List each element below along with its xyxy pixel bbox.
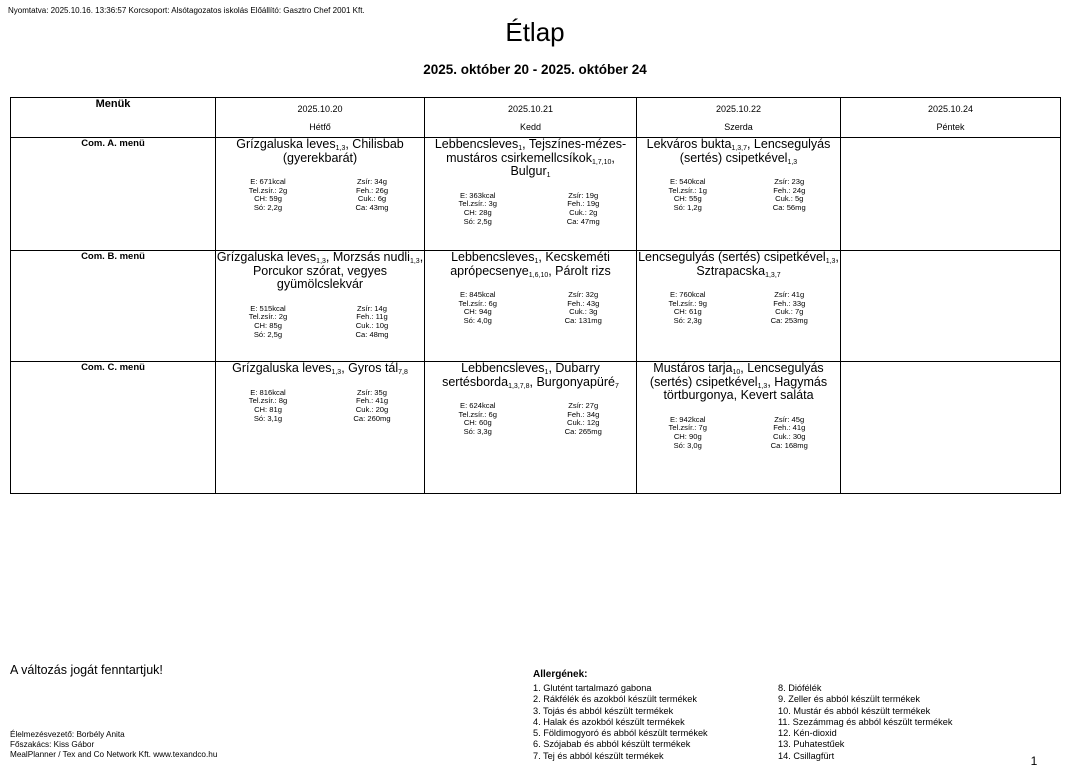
nutrition-line: CH: 81g [254,404,282,414]
allergen-numbers: 1,6,10 [528,271,549,279]
allergen-numbers: 10 [732,369,741,376]
menu-cell [216,251,425,362]
nutrition-line: E: 515kcal [250,303,286,313]
column-date: 2025.10.20 [297,104,343,114]
menu-cell [841,138,1061,251]
nutrition-line: E: 540kcal [670,177,706,186]
column-date: 2025.10.24 [927,104,974,114]
nutrition-line: Tel.zsír.: 7g [668,423,707,433]
allergen-numbers: 1,3 [335,145,346,152]
dish-title: Mustáros tarja$_{10}$, Lencsegulyás (sertés) csipetkével$_{1,3}$, Hagymás törtburgonya, Kevert saláta [649,361,828,402]
allergen-item: 5. Földimogyoró és abból készült termékek [533,728,708,739]
nutrition-line: Tel.zsír.: 3g [458,199,497,209]
menu-cell [841,362,1061,494]
nutrition-line: Feh.: 26g [355,185,389,195]
weekly-menu-table [10,97,1061,494]
allergen-numbers: 1,3 [409,258,420,265]
nutrition-line: Feh.: 34g [567,409,600,419]
nutrition-block [216,389,424,424]
menu-cell [216,362,425,494]
allergen-numbers: 1,3 [825,258,836,265]
allergens-section [533,669,952,762]
menu-cell [637,251,841,362]
nutrition-line: Tel.zsír.: 6g [458,298,497,308]
dish-title: Grízgaluska leves$_{1,3}$, Chilisbab (gyerekbarát) [236,137,404,165]
nutrition-line: Zsír: 35g [357,387,387,397]
menu-cell [425,362,637,494]
column-date: 2025.10.21 [507,104,554,114]
allergen-item: 3. Tojás és abból készült termékek [533,705,674,716]
menu-cell [841,251,1061,362]
nutrition-block [637,291,840,326]
allergen-item: 8. Diófélék [778,683,822,693]
nutrition-line: Só: 3,1g [253,413,283,423]
nutrition-line: Cuk.: 7g [775,307,804,317]
nutrition-line: Só: 2,2g [253,203,283,213]
nutrition-line: CH: 28g [463,207,492,217]
nutrition-line: Zsír: 27g [568,401,599,410]
menu-cell [425,138,637,251]
nutrition-line: E: 816kcal [250,387,286,397]
nutrition-line: E: 845kcal [460,290,496,299]
nutrition-line: Só: 2,3g [673,316,702,326]
nutrition-line: Ca: 56mg [772,203,806,213]
nutrition-block [425,192,636,227]
menu-row-label: Com. C. menü [11,362,216,494]
allergen-numbers: 1,3,7 [765,271,781,279]
dish-title: Lekváros bukta$_{1,3,7}$, Lencsegulyás (sertés) csipetkével$_{1,3}$ [646,137,831,166]
nutrition-line: Ca: 253mg [770,316,808,326]
dish-title: Lencsegulyás (sertés) csipetkével$_{1,3}$, Sztrapacska$_{1,3,7}$ [638,250,839,279]
nutrition-line: Cuk.: 10g [355,320,389,330]
allergen-item: 1. Glutént tartalmazó gabona [533,683,652,693]
nutrition-line: Tel.zsír.: 1g [668,185,707,195]
nutrition-line: Só: 2,5g [253,329,283,339]
allergen-item: 12. Kén-dioxid [778,728,837,739]
nutrition-line: Feh.: 24g [773,185,806,195]
nutrition-line: Cuk.: 2g [569,207,598,217]
nutrition-line: Tel.zsír.: 2g [248,312,288,322]
menu-cell [216,138,425,251]
nutrition-line: Tel.zsír.: 8g [248,396,288,406]
nutrition-line: Cuk.: 6g [357,194,387,204]
allergen-item: 4. Halak és azokból készült termékek [533,716,685,727]
nutrition-line: Zsír: 32g [568,290,599,299]
column-day-name: Kedd [519,122,542,132]
nutrition-line: E: 760kcal [670,290,706,299]
nutrition-line: Ca: 260mg [353,413,391,423]
nutrition-line: CH: 85g [254,320,282,330]
menu-row [11,362,1061,494]
nutrition-line: Só: 2,5g [463,216,492,226]
nutrition-line: E: 671kcal [250,177,286,186]
column-date: 2025.10.22 [715,104,762,114]
nutrition-block [425,402,636,437]
column-day-name: Péntek [936,122,965,132]
allergen-numbers: 1,3 [316,258,326,265]
credits-block [10,730,217,760]
day-column-header [637,98,841,138]
day-column-header [841,98,1061,138]
column-day-name: Hétfő [309,122,331,132]
nutrition-line: Cuk.: 30g [772,431,806,441]
nutrition-line: Ca: 168mg [770,440,808,450]
menus-column-header: Menük [11,98,216,138]
allergen-numbers: 1 [544,369,549,376]
allergen-item: 10. Mustár és abból készült termékek [778,705,931,716]
menu-row-label: Com. B. menü [11,251,216,362]
dish-title: Lebbencsleves$_1$, Tejszínes-mézes-mustáros csirkemellcsíkok$_{1,7,10}$, Bulgur$_1$ [434,137,627,179]
nutrition-line: Zsír: 14g [357,303,387,313]
day-column-header [425,98,637,138]
change-disclaimer: A változás jogát fenntartjuk! [10,663,163,677]
allergen-numbers: 1,3 [787,158,798,166]
dish-title: Lebbencsleves$_1$, Dubarry sertésborda$_{1,3,7,8}$, Burgonyapüré$_7$ [442,361,619,390]
dish-title: Grízgaluska leves$_{1,3}$, Morzsás nudli$_{1,3}$, Porcukor szórat, vegyes gyümölcslekvár [216,250,424,291]
nutrition-line: CH: 59g [254,194,282,204]
credit-line: MealPlanner / Tex and Co Network Kft. www.texandco.hu [10,750,218,759]
allergen-numbers: 1,7,10 [591,158,612,166]
allergen-numbers: 1,3 [757,382,768,390]
nutrition-line: Zsír: 41g [774,290,805,299]
nutrition-line: Feh.: 41g [773,423,806,433]
allergen-numbers: 1,3 [331,369,342,376]
nutrition-block [637,178,840,213]
page-number: 1 [1030,754,1038,768]
allergen-item: 6. Szójabab és abból készült termékek [533,739,691,750]
nutrition-line: Cuk.: 3g [569,307,598,317]
menu-cell [637,138,841,251]
nutrition-line: Ca: 131mg [564,316,602,326]
nutrition-line: Zsír: 23g [774,177,805,186]
allergens-title: Allergének: [533,669,588,680]
nutrition-line: Feh.: 11g [356,312,388,322]
nutrition-line: CH: 60g [463,418,492,428]
dish-title: Grízgaluska leves$_{1,3}$, Gyros tál$_{7,8}$ [232,361,408,376]
menu-row-label: Com. A. menü [11,138,216,251]
menu-cell [425,251,637,362]
nutrition-line: CH: 94g [463,307,492,317]
print-info-line: Nyomtatva: 2025.10.16. 13:36:57 Korcsoport: Alsótagozatos iskolás Előállító: Gasztro Chef 2001 Kft. [8,6,365,15]
nutrition-line: Feh.: 43g [567,298,600,308]
nutrition-block [425,291,636,326]
allergen-numbers: 1 [534,258,539,265]
table-header-row [11,98,1061,138]
nutrition-block [216,178,424,213]
nutrition-line: Tel.zsír.: 2g [248,185,288,195]
nutrition-line: Só: 4,0g [463,316,492,326]
credit-line: Élelmezésvezető: Borbély Anita [10,730,125,739]
nutrition-line: Ca: 265mg [564,427,602,437]
nutrition-line: Zsír: 19g [568,190,599,200]
menu-cell [637,362,841,494]
nutrition-line: Cuk.: 20g [355,404,389,414]
date-range-subtitle: 2025. október 20 - 2025. október 24 [423,62,647,77]
allergens-list-right [778,683,952,762]
allergen-item: 7. Tej és abból készült termékek [533,750,664,761]
nutrition-line: Ca: 48mg [355,329,389,339]
menu-row [11,138,1061,251]
nutrition-line: Feh.: 41g [355,396,389,406]
nutrition-block [216,305,424,340]
nutrition-line: CH: 90g [673,431,702,441]
allergen-item: 2. Rákfélék és azokból készült termékek [533,694,697,705]
nutrition-line: Só: 3,0g [673,440,702,450]
allergen-numbers: 1,3,7,8 [508,382,530,390]
nutrition-line: CH: 55g [673,194,702,204]
nutrition-line: CH: 61g [673,307,702,317]
nutrition-line: Só: 1,2g [673,203,702,213]
nutrition-line: Zsír: 45g [774,414,805,424]
allergen-numbers: 1,3,7 [731,145,747,152]
dish-title: Lebbencsleves$_1$, Kecskeméti aprópecsenye$_{1,6,10}$, Párolt rizs [450,250,611,279]
nutrition-line: Feh.: 33g [773,298,806,308]
nutrition-block [637,416,840,451]
page-title: Étlap [505,17,565,47]
nutrition-line: Feh.: 19g [567,199,600,209]
nutrition-line: E: 363kcal [460,190,496,200]
menu-row [11,251,1061,362]
nutrition-line: Cuk.: 5g [775,194,804,204]
allergen-item: 9. Zeller és abból készült termékek [778,694,920,705]
allergen-item: 13. Puhatestűek [778,739,845,750]
column-day-name: Szerda [724,122,753,132]
allergens-list-left [533,683,778,762]
allergen-numbers: 7 [615,382,619,390]
nutrition-line: E: 942kcal [670,414,706,424]
nutrition-line: Cuk.: 12g [566,418,600,428]
allergen-numbers: 1 [518,145,523,152]
nutrition-line: Zsír: 34g [357,177,387,186]
allergen-numbers: 7,8 [398,369,408,376]
nutrition-line: Só: 3,3g [463,427,492,437]
credit-line: Főszakács: Kiss Gábor [10,740,95,749]
nutrition-line: Ca: 47mg [566,216,600,226]
allergen-item: 11. Szezámmag és abból készült termékek [778,716,953,727]
nutrition-line: Tel.zsír.: 6g [458,409,497,419]
nutrition-line: Tel.zsír.: 9g [668,298,707,308]
nutrition-line: Ca: 43mg [355,203,389,213]
day-column-header [216,98,425,138]
allergen-item: 14. Csillagfürt [778,750,835,761]
nutrition-line: E: 624kcal [460,401,496,410]
allergen-numbers: 1 [546,172,551,179]
